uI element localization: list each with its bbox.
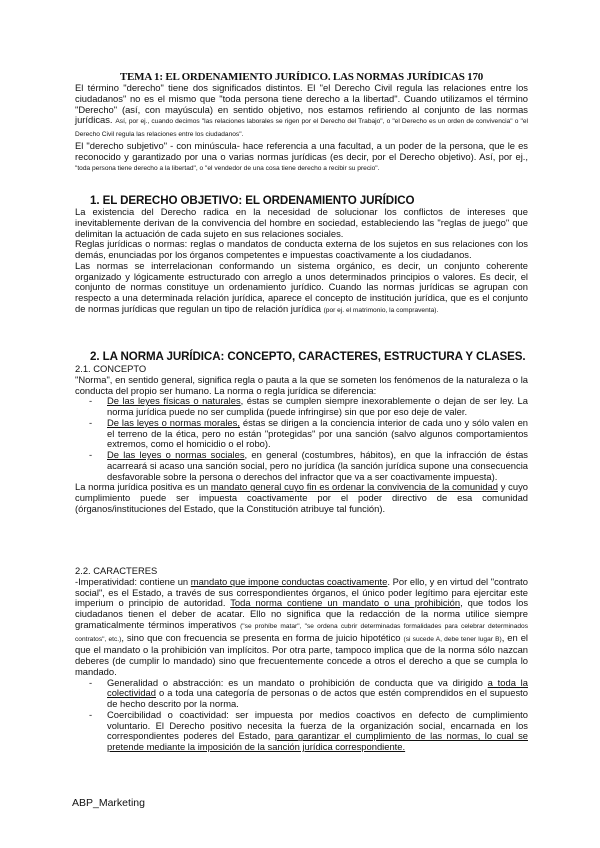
list-item [75,418,528,450]
text: El término "derecho" tiene dos significados distintos. El "el Derecho Civil regula las relaciones entre los ciudadanos" no es el mismo que "toda persona tiene derecho a la libertad". Cuando utilizamos el término "Derecho" (así, con mayúscula) en sentido objetivo, nos estamos refiriendo al conjunto de las normas jurídicas. [75,82,528,126]
text: , en general (costumbres, hábitos), en que la infracción de éstas acarreará si acaso una sanción social, pero no jurídica (la sanción jurídica supone una consecuencia desfavorable sobre la persona o derechos del infractor que va a ser coactivamente impuesta). [107,449,528,482]
text: éstas se dirigen a la conciencia interior de cada uno y sólo valen en el terreno de la ética, pero no están "protegidas" por una sanción (salvo algunos comportamientos extremos, como el homicidio o el robo). [107,416,528,450]
text: Coercibilidad o coactividad: ser impuesta por medios coactivos en defecto de cumplimiento voluntario. El Derecho positivo necesita la fuerza de la organización social, encarnada en los correspondientes poderes del Estado, [107,708,528,742]
text: -Imperatividad: contiene un [75,575,191,587]
underlined-text: Toda norma contiene un mandato o una prohibición [230,597,461,609]
underlined-text: mandato general cuyo fin es ordenar la convivencia de la comunidad [210,481,498,493]
underlined-text: a toda la colectividad [107,676,528,699]
underlined-text: mandato que impone conductas coactivamente [190,575,388,587]
text: , sino que con frecuencia se presenta en forma de juicio hipotético [121,631,404,643]
intro-paragraph-2 [75,141,528,175]
text: , en el que el mandato o la prohibición van implícitos. Por otra parte, tampoco implica que de la norma sólo nazcan deberes (de cumplir lo mandado) sino que frecuentemente concede a otros el derecho a que se cumpla lo mandado. [75,631,529,677]
section-2-concept [75,364,528,515]
section-2-heading: 2. LA NORMA JURÍDICA: CONCEPTO, CARACTERES, ESTRUCTURA Y CLASES. [90,350,526,363]
section-1-heading: 1. EL DERECHO OBJETIVO: EL ORDENAMIENTO JURÍDICO [90,194,415,207]
text: , éstas se cumplen siempre inexorablemente o dejan de ser ley. La norma jurídica puede no ser cumplida (puede infringirse) sin que por eso deje de valer. [107,395,528,417]
section-1-body [75,207,528,317]
intro-paragraph-1 [75,83,528,141]
text: Las normas se interrelacionan conformando un sistema orgánico, es decir, un conjunto coherente organizado y lógicamente estructurado con arreglo a unos determinados principios o valores. Es decir, el conjunto de normas constituye un ordenamiento jurídico. Cuando las normas jurídicas se agrupan con respecto a una determinada relación jurídica, aparece el concepto de institución jurídica, que es el conjunto de normas jurídicas que regulan un tipo de relación jurídica [75,259,528,314]
example-text: Así, por ej., cuando decimos "las relaciones laborales se rigen por el Derecho del Trabajo", o "el Derecho es un orden de convivencia" o "el Derecho Civil regula las relaciones entre los ciudadanos". [75,118,528,138]
example-text: ("se prohíbe matar", "se ordena cubrir determinadas formalidades para celebrar determinados contratos", etc.) [75,622,528,643]
subheading-concepto: 2.1. CONCEPTO [75,363,147,374]
text: . Por ello, y en virtud del "contrato social", es el Estado, a través de sus correspondientes órganos, el único poder legítimo para ejercitar este imperium o principio de autoridad. [75,575,528,609]
section-2-caracteres [75,566,528,753]
document-title: TEMA 1: EL ORDENAMIENTO JURÍDICO. LAS NORMAS JURÍDICAS 170 [119,71,484,83]
differences-list [75,396,528,482]
text: Generalidad o abstracción: es un mandato o prohibición de conducta que va dirigido [107,676,488,688]
text: o a toda una categoría de personas o de actos que estén comprendidos en el supuesto de hecho descrito por la norma. [107,687,528,709]
paragraph: "Norma", en sentido general, significa regla o pauta a la que se someten los fenómenos de la naturaleza o la conducta del propio ser humano. La norma o regla jurídica se diferencia: [75,373,528,396]
underlined-text: De las leyes o normas sociales [107,449,245,460]
subheading-caracteres: 2.2. CARACTERES [75,565,158,576]
text: La norma jurídica positiva es un [75,481,211,493]
example-text: "toda persona tiene derecho a la libertad", o "el vendedor de una cosa tiene derecho a recibir su precio". [75,165,380,173]
text: y cuyo cumplimiento puede ser impuesta coactivamente por el poder directivo de esa comunidad (órganos/instituciones del Estado, que la Constitución atribuye tal función). [75,481,528,514]
underlined-text: para garantizar el cumplimiento de las normas, lo cual se pretende mediante la imposición de la sanción jurídica correspondiente. [107,730,528,752]
underlined-text: De las leyes físicas o naturales [107,395,241,407]
paragraph [75,261,528,317]
list-item [75,450,528,482]
paragraph [75,482,528,514]
paragraph: Reglas jurídicas o normas: reglas o mandatos de conducta externa de los sujetos en sus relaciones con los demás, enunciadas por los órganos competentes e impuestas coactivamente a los ciudadanos. [75,238,528,260]
footer-text: ABP_Marketing [72,797,145,809]
list-item [75,678,528,710]
intro [75,83,528,175]
list-item [75,710,528,753]
paragraph: La existencia del Derecho radica en la necesidad de solucionar los conflictos de intereses que inevitablemente derivan de la convivencia del hombre en sociedad, estableciendo las "reglas de juego" que delimitan la actuación de cada sujeto en sus relaciones sociales. [75,206,528,239]
characteristics-list [75,678,528,753]
underlined-text: De las leyes o normas morales, [107,416,240,428]
example-text: (si sucede A, debe tener lugar B) [403,635,502,643]
text: , que todos los ciudadanos tienen el deber de acatar. Ello no significa que la redacción de la norma utilice siempre gramaticalmente términos imperativos [75,597,529,630]
list-item [75,396,528,418]
paragraph [75,577,528,678]
example-text: (por ej. el matrimonio, la compraventa). [323,306,439,314]
text: El "derecho subjetivo" - con minúscula- hace referencia a una facultad, a un poder de la persona, que le es reconocido y garantizado por una o varias normas jurídicas (es decir, por el Derecho objetivo). Así, por ej., [75,139,528,162]
